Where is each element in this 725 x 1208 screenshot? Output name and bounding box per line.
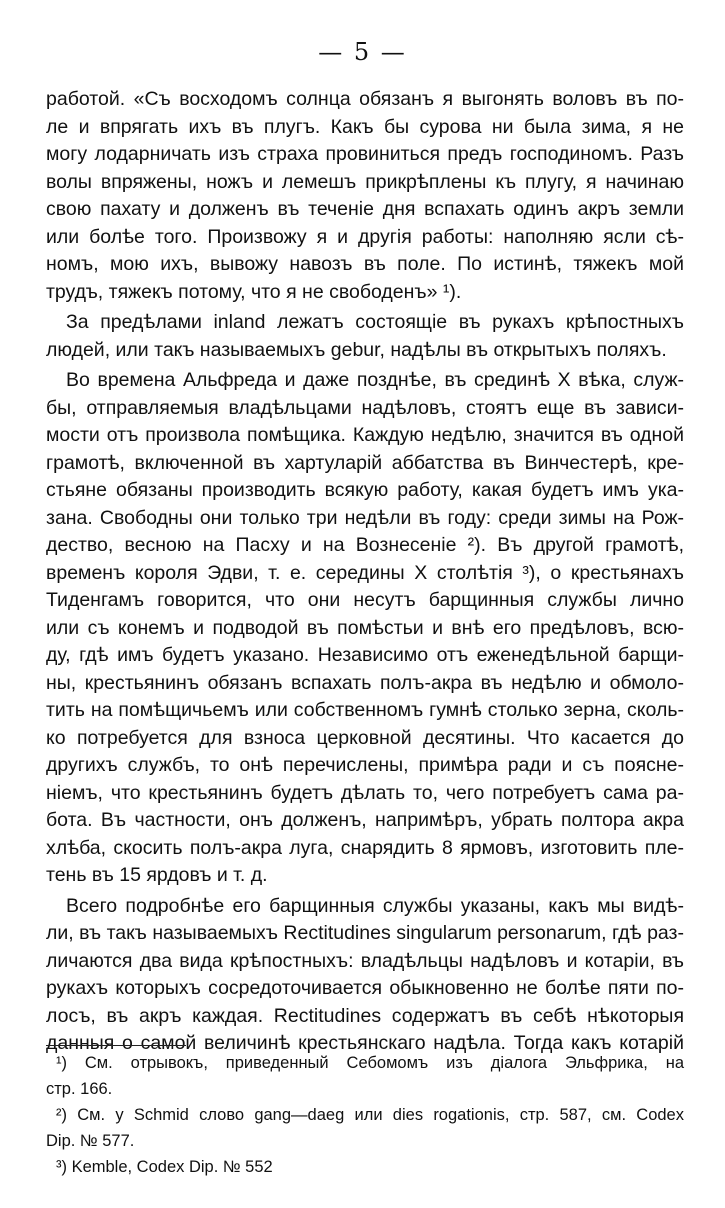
text-line: грамотѣ, включенной въ хартуларій аббатства въ Винчестерѣ, кре- [46, 451, 684, 474]
text-line: Тиденгамъ говорится, что они несутъ барщинныя службы лично [46, 589, 684, 611]
text-line: людей, или такъ называемыхъ gebur, надѣлы въ открытыхъ поляхъ. [46, 338, 667, 361]
footnote-1 [46, 1050, 684, 1102]
text-line: тить на помѣщичьемъ или собственномъ гумнѣ столько зерна, сколь- [46, 699, 684, 721]
text-line: или съ конемъ и подводой въ помѣстьи и внѣ его предѣловъ, всю- [46, 616, 684, 639]
text-line: другихъ службъ, то онѣ перечислены, примѣра ради и съ поясне- [46, 754, 684, 776]
footnote-line: стр. 166. [46, 1080, 113, 1098]
text-line: ле и впрягать ихъ въ плугъ. Какъ бы сурова ни была зима, я не [46, 115, 684, 138]
text-line: зана. Свободны они только три недѣли въ году: среди зимы на Рож- [46, 506, 684, 529]
text-line: стьяне обязаны производить всякую работу, какая будетъ имъ ука- [46, 479, 684, 501]
text-line: данныя о самой величинѣ крестьянскаго надѣла. Тогда какъ котарій [46, 1032, 684, 1054]
text-line: личаются два вида крѣпостныхъ: владѣльцы надѣловъ и котаріи, въ [46, 949, 684, 972]
text-line: временъ короля Эдви, т. е. середины X столѣтія ³), о крестьянахъ [46, 561, 684, 584]
text-line: За предѣлами inland лежатъ состоящіе въ рукахъ крѣпостныхъ [66, 311, 684, 333]
body-text [46, 86, 684, 1058]
footnotes [46, 1050, 684, 1180]
text-line: волы впряжены, ножъ и лемешъ прикрѣплены къ плугу, я начинаю [46, 170, 684, 193]
text-line: или болѣе того. Произвожу я и другія работы: наполняю ясли сѣ- [46, 225, 684, 248]
footnote-line: Dip. № 577. [46, 1132, 135, 1150]
text-line: бы, отправляемыя владѣльцами надѣловъ, стоятъ еще въ зависи- [46, 396, 684, 419]
text-line: номъ, мою ихъ, вывожу навозъ въ поле. По истинѣ, тяжекъ мой [46, 253, 684, 275]
footnote-line: ¹) См. отрывокъ, приведенный Себомомъ изъ діалога Эльфрика, на [56, 1054, 684, 1072]
text-line: ніемъ, что крестьянинъ будетъ дѣлать то, чего потребуетъ сама ра- [46, 781, 684, 804]
text-line: свою пахату и долженъ въ теченіе дня вспахать одинъ акръ земли [46, 198, 684, 220]
text-line: ны, крестьянинъ обязанъ вспахать полъ-акра въ недѣлю и обмоло- [46, 671, 684, 694]
text-line: ли, въ такъ называемыхъ Rectitudines singularum personarum, гдѣ раз- [46, 922, 684, 944]
footnote-line: ³) Kemble, Codex Dip. № 552 [56, 1158, 273, 1176]
text-line: ду, гдѣ имъ будетъ указано. Независимо отъ еженедѣльной барщи- [46, 644, 684, 666]
text-line: рукахъ которыхъ сосредоточивается обыкновенно не болѣе пяти по- [46, 977, 684, 999]
text-line: мости отъ произвола помѣщика. Каждую недѣлю, значится въ одной [46, 424, 684, 446]
text-line: бота. Въ частности, онъ долженъ, напримѣръ, убрать полтора акра [46, 809, 684, 831]
page-number: — 5 — [318, 38, 407, 66]
footnote-2 [46, 1102, 684, 1154]
text-line: тень въ 15 ярдовъ и т. д. [46, 864, 268, 886]
paragraph-2 [46, 309, 684, 364]
text-line: дество, весною на Пасху и на Вознесеніе ²). Въ другой грамотѣ, [46, 534, 684, 556]
text-line: трудъ, тяжекъ потому, что я не свободенъ» ¹). [46, 280, 462, 303]
text-line: лосъ, въ акръ каждая. Rectitudines содержатъ въ себѣ нѣкоторыя [46, 1004, 684, 1027]
text-line: хлѣба, скосить полъ-акра луга, снарядить 8 ярмовъ, изготовить пле- [46, 836, 684, 859]
text-line: могу лодарничать изъ страха провиниться предъ господиномъ. Разъ [46, 143, 684, 165]
paragraph-1 [46, 86, 684, 306]
paragraph-4 [46, 893, 684, 1058]
footnote-divider [46, 1045, 186, 1046]
text-line: Во времена Альфреда и даже позднѣе, въ срединѣ X вѣка, служ- [66, 369, 684, 391]
paragraph-3 [46, 367, 684, 890]
footnote-3 [46, 1154, 684, 1180]
text-line: работой. «Съ восходомъ солнца обязанъ я выгонять воловъ въ по- [46, 88, 684, 110]
text-line: ко потребуется для взноса церковной десятины. Что касается до [46, 726, 684, 749]
text-line: Всего подробнѣе его барщинныя службы указаны, какъ мы видѣ- [66, 894, 684, 917]
footnote-line: ²) См. у Schmid слово gang—daeg или dies rogationis, стр. 587, см. Codex [56, 1106, 684, 1124]
